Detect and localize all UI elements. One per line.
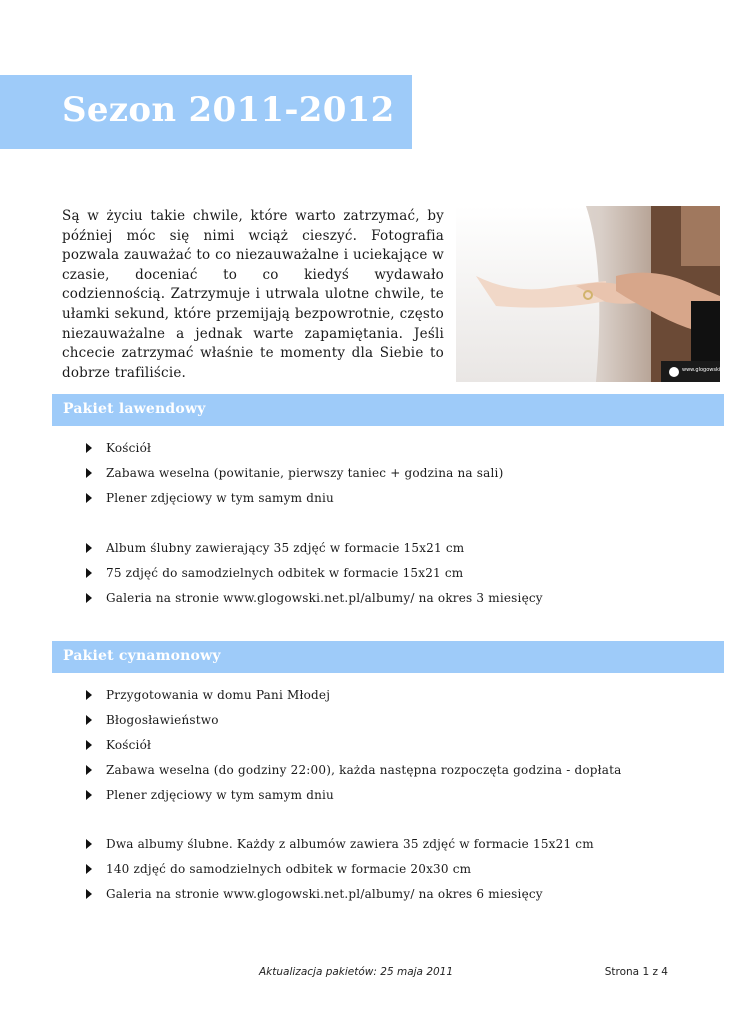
list-item: Kościół xyxy=(86,737,622,762)
bullet-icon xyxy=(86,568,92,578)
footer-page-number: Strona 1 z 4 xyxy=(604,966,668,978)
bullet-icon xyxy=(86,864,92,874)
list-item: 75 zdjęć do samodzielnych odbitek w formacie 15x21 cm xyxy=(86,565,543,590)
bullet-icon xyxy=(86,715,92,725)
bullet-icon xyxy=(86,889,92,899)
footer-update-note: Aktualizacja pakietów: 25 maja 2011 xyxy=(259,966,454,978)
section-title-cinnamon: Pakiet cynamonowy xyxy=(63,648,221,664)
package-cinnamon-list xyxy=(86,687,622,812)
list-item: 140 zdjęć do samodzielnych odbitek w formacie 20x30 cm xyxy=(86,861,594,886)
photo-watermark: www.glogowski.net.pl xyxy=(682,367,736,373)
list-item: Dwa albumy ślubne. Każdy z albumów zawiera 35 zdjęć w formacie 15x21 cm xyxy=(86,836,594,861)
list-item: Przygotowania w domu Pani Młodej xyxy=(86,687,622,712)
list-item: Błogosławieństwo xyxy=(86,712,622,737)
bullet-icon xyxy=(86,740,92,750)
section-title-lavender: Pakiet lawendowy xyxy=(63,401,206,417)
bullet-icon xyxy=(86,593,92,603)
section-bar-lavender xyxy=(52,394,724,426)
list-item: Zabawa weselna (do godziny 22:00), każda następna rozpoczęta godzina - dopłata xyxy=(86,762,622,787)
wedding-rings-photo xyxy=(456,206,736,382)
list-item: Plener zdjęciowy w tym samym dniu xyxy=(86,787,622,812)
package-lavender-extras xyxy=(86,540,543,615)
section-bar-cinnamon xyxy=(52,641,724,673)
bullet-icon xyxy=(86,493,92,503)
page-title: Sezon 2011-2012 xyxy=(62,90,395,130)
list-item: Galeria na stronie www.glogowski.net.pl/albumy/ na okres 6 miesięcy xyxy=(86,886,594,911)
package-lavender-list xyxy=(86,440,503,515)
list-item: Galeria na stronie www.glogowski.net.pl/albumy/ na okres 3 miesięcy xyxy=(86,590,543,615)
list-item: Plener zdjęciowy w tym samym dniu xyxy=(86,490,503,515)
bullet-icon xyxy=(86,543,92,553)
list-item: Kościół xyxy=(86,440,503,465)
bullet-icon xyxy=(86,468,92,478)
package-cinnamon-extras xyxy=(86,836,594,911)
bullet-icon xyxy=(86,790,92,800)
bullet-icon xyxy=(86,690,92,700)
bullet-icon xyxy=(86,443,92,453)
list-item: Album ślubny zawierający 35 zdjęć w formacie 15x21 cm xyxy=(86,540,543,565)
list-item: Zabawa weselna (powitanie, pierwszy taniec + godzina na sali) xyxy=(86,465,503,490)
bullet-icon xyxy=(86,765,92,775)
intro-paragraph: Są w życiu takie chwile, które warto zatrzymać, by później móc się nimi wciąż cieszyć. Fotografia pozwala zauważać to co niezauważalne i uciekające w czasie, doceniać to co kiedyś wydawało codziennością. Zatrzymuje i utrwala ulotne chwile, te ułamki sekund, które przemijają bezpowrotnie, często niezauważalne a jednak warte zapamiętania. Jeśli chcecie zatrzymać właśnie te momenty dla Siebie to dobrze trafiliście. xyxy=(62,208,444,381)
bullet-icon xyxy=(86,839,92,849)
